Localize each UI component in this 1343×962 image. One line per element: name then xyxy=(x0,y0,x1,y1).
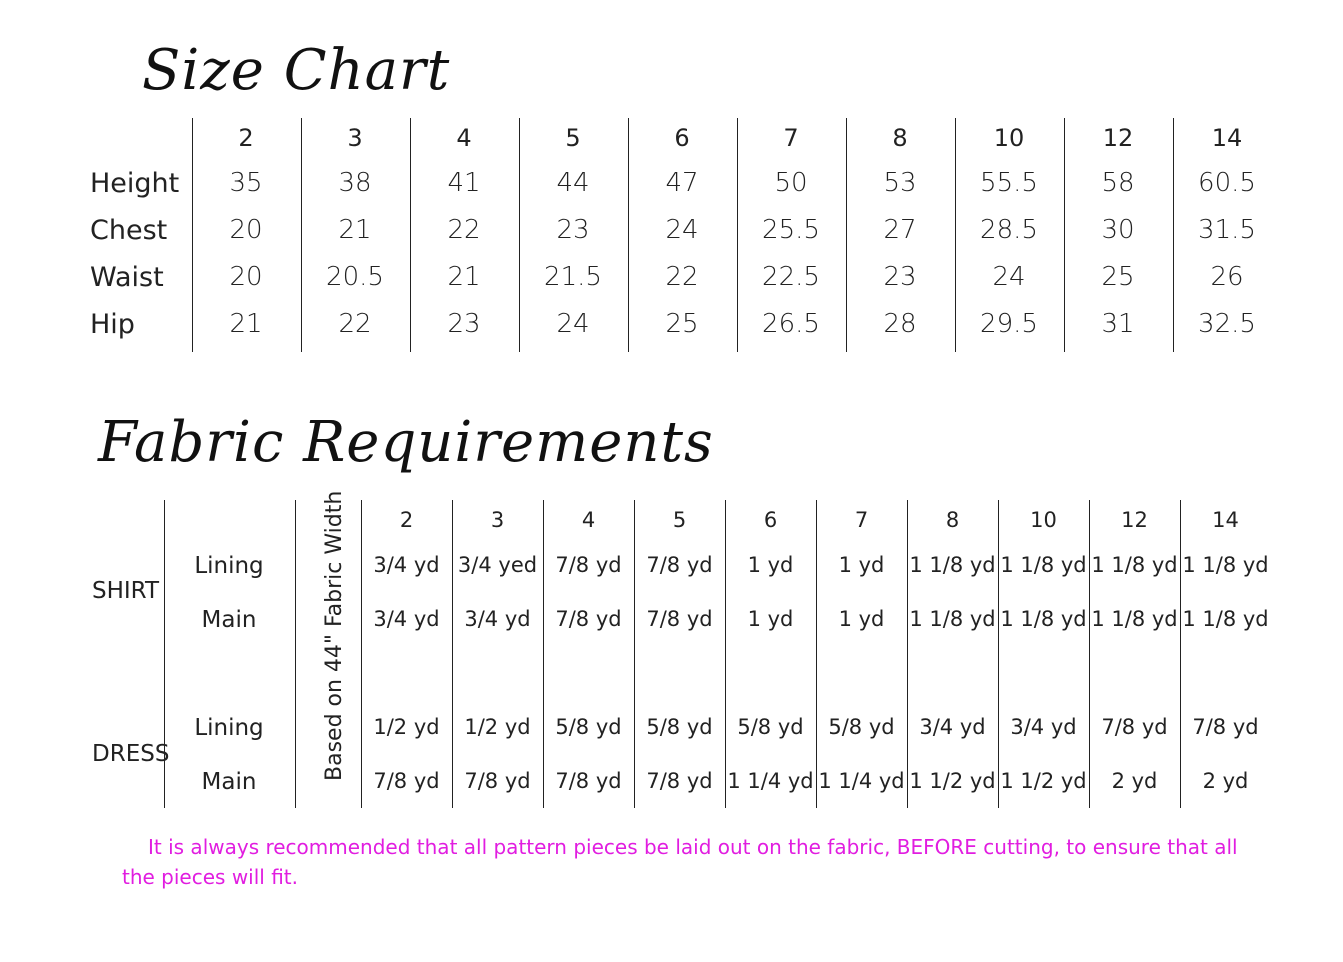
fabric-yardage: 1 yd xyxy=(838,553,885,577)
measurement-value: 26.5 xyxy=(762,309,820,339)
fabric-yardage: 7/8 yd xyxy=(464,769,531,793)
size-chart-divider xyxy=(737,118,738,352)
fabric-yardage: 1 1/8 yd xyxy=(909,553,996,577)
size-header: 5 xyxy=(565,124,581,152)
measurement-label: Waist xyxy=(90,262,164,293)
fabric-yardage: 1 1/8 yd xyxy=(1000,607,1087,631)
fabric-table-divider xyxy=(1089,500,1090,808)
fabric-yardage: 5/8 yd xyxy=(555,715,622,739)
measurement-value: 24 xyxy=(556,309,590,339)
measurement-value: 25.5 xyxy=(762,215,820,245)
size-header: 12 xyxy=(1102,124,1134,152)
fabric-yardage: 3/4 yd xyxy=(919,715,986,739)
size-header: 6 xyxy=(674,124,690,152)
size-header: 3 xyxy=(347,124,363,152)
measurement-value: 38 xyxy=(338,168,372,198)
fabric-table-divider xyxy=(816,500,817,808)
fabric-yardage: 3/4 yed xyxy=(457,553,538,577)
fabric-yardage: 7/8 yd xyxy=(646,607,713,631)
measurement-value: 20 xyxy=(229,262,263,292)
measurement-label: Chest xyxy=(90,215,168,246)
measurement-value: 44 xyxy=(556,168,590,198)
measurement-label: Height xyxy=(90,168,180,199)
fabric-yardage: 5/8 yd xyxy=(646,715,713,739)
measurement-value: 22 xyxy=(665,262,699,292)
fabric-yardage: 1 1/8 yd xyxy=(909,607,996,631)
size-chart-divider xyxy=(1064,118,1065,352)
fabric-yardage: 7/8 yd xyxy=(1101,715,1168,739)
measurement-value: 41 xyxy=(447,168,481,198)
size-header: 10 xyxy=(993,124,1025,152)
measurement-value: 24 xyxy=(992,262,1026,292)
fabric-table-divider xyxy=(907,500,908,808)
measurement-value: 23 xyxy=(556,215,590,245)
fabric-yardage: 5/8 yd xyxy=(828,715,895,739)
size-header: 7 xyxy=(783,124,799,152)
fabric-yardage: 7/8 yd xyxy=(646,769,713,793)
measurement-value: 50 xyxy=(774,168,808,198)
fabric-type-label: Main xyxy=(201,607,257,633)
measurement-value: 21 xyxy=(447,262,481,292)
fabric-type-label: Lining xyxy=(194,553,264,579)
fabric-yardage: 1 1/8 yd xyxy=(1182,607,1269,631)
measurement-label: Hip xyxy=(90,309,135,340)
measurement-value: 21.5 xyxy=(544,262,602,292)
fabric-size-header: 14 xyxy=(1212,508,1239,532)
measurement-value: 35 xyxy=(229,168,263,198)
fabric-yardage: 3/4 yd xyxy=(373,553,440,577)
size-chart-title: Size Chart xyxy=(142,38,451,103)
size-header: 8 xyxy=(892,124,908,152)
size-header: 14 xyxy=(1211,124,1243,152)
fabric-width-note: Based on 44" Fabric Width xyxy=(322,490,347,781)
fabric-type-label: Lining xyxy=(194,715,264,741)
fabric-yardage: 7/8 yd xyxy=(1192,715,1259,739)
fabric-type-label: Main xyxy=(201,769,257,795)
measurement-value: 31 xyxy=(1101,309,1135,339)
measurement-value: 58 xyxy=(1101,168,1135,198)
measurement-value: 29.5 xyxy=(980,309,1038,339)
fabric-size-header: 12 xyxy=(1121,508,1148,532)
fabric-yardage: 5/8 yd xyxy=(737,715,804,739)
size-chart-divider xyxy=(1173,118,1174,352)
measurement-value: 22 xyxy=(338,309,372,339)
fabric-size-header: 10 xyxy=(1030,508,1057,532)
fabric-yardage: 2 yd xyxy=(1111,769,1158,793)
measurement-value: 55.5 xyxy=(980,168,1038,198)
fabric-table-divider xyxy=(998,500,999,808)
measurement-value: 30 xyxy=(1101,215,1135,245)
measurement-value: 60.5 xyxy=(1198,168,1256,198)
fabric-yardage: 1 1/4 yd xyxy=(727,769,814,793)
fabric-table-divider xyxy=(452,500,453,808)
fabric-yardage: 1 1/8 yd xyxy=(1091,553,1178,577)
fabric-size-header: 6 xyxy=(763,508,778,532)
fabric-size-header: 5 xyxy=(672,508,687,532)
fabric-yardage: 1/2 yd xyxy=(373,715,440,739)
fabric-yardage: 1 yd xyxy=(747,553,794,577)
measurement-value: 22 xyxy=(447,215,481,245)
measurement-value: 25 xyxy=(665,309,699,339)
fabric-yardage: 7/8 yd xyxy=(555,607,622,631)
size-chart-divider xyxy=(192,118,193,352)
measurement-value: 21 xyxy=(229,309,263,339)
fabric-yardage: 2 yd xyxy=(1202,769,1249,793)
measurement-value: 47 xyxy=(665,168,699,198)
fabric-table-divider xyxy=(361,500,362,808)
measurement-value: 25 xyxy=(1101,262,1135,292)
fabric-size-header: 2 xyxy=(399,508,414,532)
size-chart-divider xyxy=(410,118,411,352)
fabric-table-divider xyxy=(295,500,296,808)
fabric-yardage: 3/4 yd xyxy=(464,607,531,631)
size-chart-divider xyxy=(519,118,520,352)
fabric-size-header: 8 xyxy=(945,508,960,532)
fabric-yardage: 1 1/8 yd xyxy=(1000,553,1087,577)
measurement-value: 22.5 xyxy=(762,262,820,292)
fabric-yardage: 3/4 yd xyxy=(373,607,440,631)
fabric-table-divider xyxy=(1180,500,1181,808)
fabric-yardage: 7/8 yd xyxy=(555,553,622,577)
measurement-value: 23 xyxy=(883,262,917,292)
garment-label: DRESS xyxy=(92,741,170,767)
size-header: 4 xyxy=(456,124,472,152)
fabric-size-header: 7 xyxy=(854,508,869,532)
measurement-value: 24 xyxy=(665,215,699,245)
measurement-value: 20.5 xyxy=(326,262,384,292)
measurement-value: 20 xyxy=(229,215,263,245)
fabric-size-header: 3 xyxy=(490,508,505,532)
cutting-note: It is always recommended that all pattern pieces be laid out on the fabric, BEFORE cutting, to ensure that all the pieces will fit. xyxy=(122,835,1238,889)
fabric-yardage: 1 1/8 yd xyxy=(1182,553,1269,577)
measurement-value: 26 xyxy=(1210,262,1244,292)
measurement-value: 21 xyxy=(338,215,372,245)
fabric-yardage: 1/2 yd xyxy=(464,715,531,739)
fabric-table-divider xyxy=(725,500,726,808)
size-chart-divider xyxy=(846,118,847,352)
fabric-yardage: 1 yd xyxy=(838,607,885,631)
measurement-value: 27 xyxy=(883,215,917,245)
measurement-value: 31.5 xyxy=(1198,215,1256,245)
fabric-size-header: 4 xyxy=(581,508,596,532)
fabric-yardage: 7/8 yd xyxy=(555,769,622,793)
fabric-yardage: 3/4 yd xyxy=(1010,715,1077,739)
measurement-value: 53 xyxy=(883,168,917,198)
measurement-value: 28 xyxy=(883,309,917,339)
fabric-requirements-title: Fabric Requirements xyxy=(98,410,714,475)
measurement-value: 28.5 xyxy=(980,215,1038,245)
garment-label: SHIRT xyxy=(92,578,160,604)
size-chart-divider xyxy=(301,118,302,352)
fabric-yardage: 7/8 yd xyxy=(373,769,440,793)
fabric-table-divider xyxy=(634,500,635,808)
size-chart-divider xyxy=(628,118,629,352)
fabric-yardage: 1 yd xyxy=(747,607,794,631)
fabric-yardage: 1 1/2 yd xyxy=(1000,769,1087,793)
size-header: 2 xyxy=(238,124,254,152)
fabric-table-divider xyxy=(543,500,544,808)
fabric-yardage: 7/8 yd xyxy=(646,553,713,577)
fabric-yardage: 1 1/4 yd xyxy=(818,769,905,793)
size-chart-divider xyxy=(955,118,956,352)
fabric-yardage: 1 1/8 yd xyxy=(1091,607,1178,631)
measurement-value: 32.5 xyxy=(1198,309,1256,339)
fabric-yardage: 1 1/2 yd xyxy=(909,769,996,793)
measurement-value: 23 xyxy=(447,309,481,339)
